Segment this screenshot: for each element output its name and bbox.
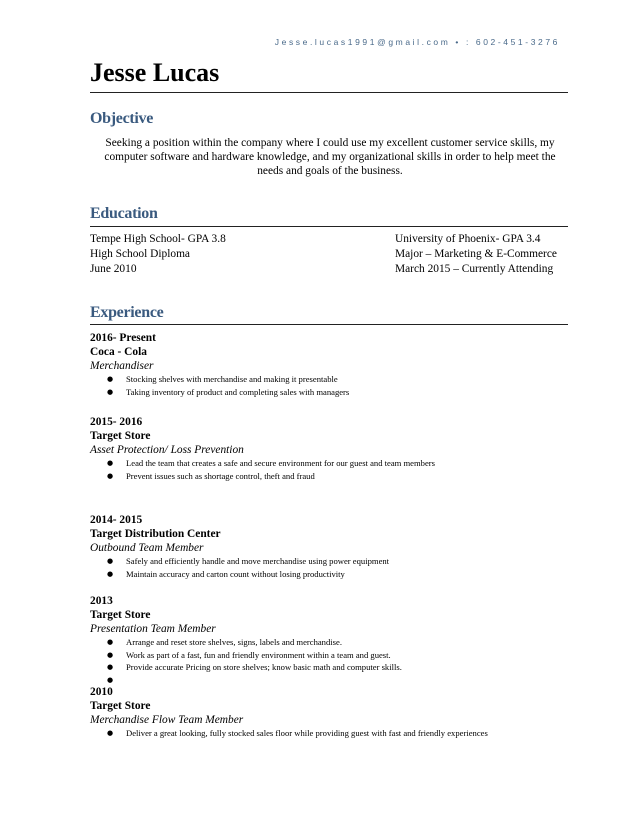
bullet-icon: ● [107, 650, 114, 659]
job-bullets [90, 555, 568, 580]
education-line: March 2015 – Currently Attending [395, 263, 554, 275]
job-years: 2015- 2016 [90, 416, 143, 428]
job-entry [90, 331, 568, 398]
experience-divider [90, 324, 568, 325]
job-company: Target Store [90, 700, 151, 712]
bullet-item [90, 386, 568, 399]
job-bullets [90, 727, 568, 740]
bullet-text: Lead the team that creates a safe and secure environment for our guest and team members [126, 458, 436, 468]
header-divider [90, 92, 568, 93]
bullet-icon: ● [107, 638, 114, 646]
objective-heading: Objective [90, 110, 154, 127]
bullet-icon: ● [107, 459, 114, 467]
bullet-icon: ● [107, 569, 114, 578]
job-years: 2016- Present [90, 332, 156, 344]
job-company: Target Store [90, 609, 151, 621]
job-years: 2010 [90, 686, 113, 698]
job-company: Target Distribution Center [90, 528, 221, 540]
job-role: Merchandiser [90, 360, 154, 372]
bullet-item [90, 636, 568, 649]
bullet-text: Deliver a great looking, fully stocked sales floor while providing guest with fast and friendly experiences [126, 728, 488, 738]
bullet-icon: ● [107, 729, 114, 737]
education-line: High School Diploma [90, 248, 190, 260]
education-divider [90, 226, 568, 227]
job-bullets [90, 636, 568, 686]
job-entry [90, 415, 568, 482]
job-entry [90, 685, 568, 740]
bullet-item [90, 470, 568, 483]
bullet-icon: ● [107, 471, 114, 480]
education-line: June 2010 [90, 263, 137, 275]
job-role: Merchandise Flow Team Member [90, 714, 244, 726]
job-bullets [90, 457, 568, 482]
education-heading: Education [90, 205, 158, 222]
education-university [395, 232, 557, 277]
resume-name: Jesse Lucas [90, 58, 220, 87]
bullet-icon: ● [107, 675, 114, 684]
education-line: Tempe High School- GPA 3.8 [90, 233, 226, 245]
job-years: 2014- 2015 [90, 514, 143, 526]
bullet-icon: ● [107, 375, 114, 383]
job-company: Coca - Cola [90, 346, 147, 358]
bullet-item [90, 457, 568, 470]
bullet-text: Taking inventory of product and completing sales with managers [126, 386, 350, 397]
job-bullets [90, 373, 568, 398]
job-entry [90, 594, 568, 686]
bullet-text: Arrange and reset store shelves, signs, labels and merchandise. [126, 637, 342, 647]
job-role: Outbound Team Member [90, 542, 204, 554]
bullet-text: Prevent issues such as shortage control, theft and fraud [126, 470, 315, 481]
bullet-item [90, 568, 568, 581]
job-role: Presentation Team Member [90, 623, 216, 635]
bullet-text: Work as part of a fast, fun and friendly environment within a team and guest. [126, 649, 391, 660]
job-company: Target Store [90, 430, 151, 442]
bullet-item [90, 555, 568, 568]
objective-text: Seeking a position within the company where I could use my excellent customer service skills, my computer software and hardware knowledge, and my organizational skills in order to help meet the needs and goals of the business. [104, 137, 556, 177]
bullet-text: Maintain accuracy and carton count without losing productivity [126, 568, 345, 579]
experience-heading: Experience [90, 304, 164, 321]
bullet-text: Safely and efficiently handle and move merchandise using power equipment [126, 556, 390, 566]
bullet-item [90, 727, 516, 740]
bullet-text: Provide accurate Pricing on store shelves; know basic math and computer skills. [126, 662, 402, 672]
bullet-icon: ● [107, 557, 114, 565]
contact-line: Jesse.lucas1991@gmail.com • : 602-451-3276 [274, 37, 560, 47]
job-years: 2013 [90, 595, 113, 607]
education-line: University of Phoenix- GPA 3.4 [395, 233, 541, 245]
education-highschool [90, 232, 226, 277]
bullet-icon: ● [107, 663, 114, 671]
bullet-item [90, 661, 568, 674]
bullet-item [90, 649, 568, 662]
bullet-item [90, 373, 568, 386]
education-line: Major – Marketing & E-Commerce [395, 248, 557, 260]
bullet-icon: ● [107, 387, 114, 396]
bullet-text: Stocking shelves with merchandise and making it presentable [126, 374, 338, 384]
job-role: Asset Protection/ Loss Prevention [90, 444, 244, 456]
job-entry [90, 513, 568, 580]
